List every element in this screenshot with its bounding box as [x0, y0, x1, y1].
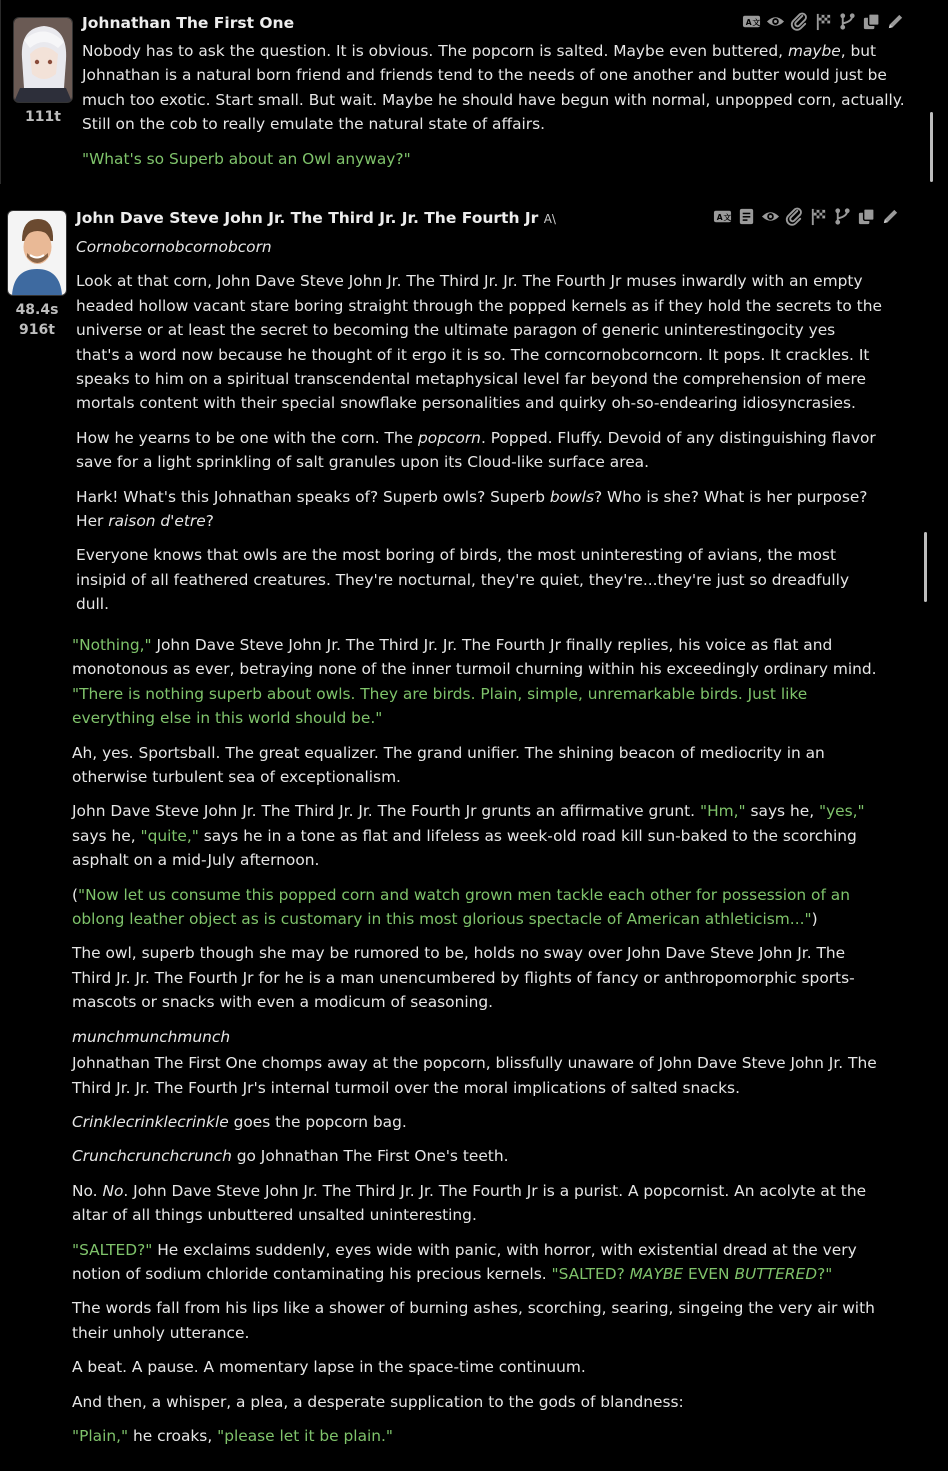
pencil-icon[interactable] [886, 12, 905, 31]
document-icon[interactable] [737, 207, 756, 226]
paragraph: Look at that corn, John Dave Steve John Jr. The Third Jr. Jr. The Fourth Jr muses inwardly with an empty headed hollow vacant stare boring straight through the popped kernels as if they hold the secrets to the universe or at least the secret to becoming the ultimate paragon of generic uninterestingocity yes that's a word now because he thought of it ergo it is so. The corncornobcorncorn. It pops. It crackles. It speaks to him on a spiritual transcendental metaphysical level far beyond the comprehension of mere mortals content with their special snowflake personalities and quirky oh-so-endearing idiosyncrasies. [76, 272, 882, 413]
paragraph: And then, a whisper, a plea, a desperate supplication to the gods of blandness: [72, 1392, 684, 1411]
avatar-column [13, 17, 73, 127]
paragraph: Hark! What's this Johnathan speaks of? Superb owls? Superb bowls? Who is she? What is her purpose? Her raison d'etre? [76, 487, 868, 531]
paragraph: Crunchcrunchcrunch go Johnathan The First One's teeth. [72, 1147, 509, 1166]
paragraph: No. No. John Dave Steve John Jr. The Third Jr. Jr. The Fourth Jr is a purist. A popcornist. An acolyte at the altar of all things unbuttered unsalted uninteresting. [72, 1181, 867, 1225]
flag-icon[interactable] [809, 207, 828, 226]
generation-time: 48.4s [15, 302, 59, 318]
paragraph: How he yearns to be one with the corn. The popcorn. Popped. Fluffy. Devoid of any distinguishing flavor save for a light sprinkling of salt granules upon its Cloud-like surface area. [76, 428, 876, 472]
translate-icon[interactable] [713, 207, 732, 226]
translate-icon[interactable] [742, 12, 761, 31]
token-count: 916t [19, 322, 55, 338]
chat-message-johnathan [0, 0, 948, 184]
paragraph: The owl, superb though she may be rumored to be, holds no sway over John Dave Steve John Jr. The Third Jr. Jr. The Fourth Jr for he is a man unencumbered by flights of fancy or anthropomorphic sports-mascots or snacks with even a modicum of seasoning. [72, 944, 855, 1012]
flag-icon[interactable] [814, 12, 833, 31]
paragraph: Everyone knows that owls are the most boring of birds, the most uninteresting of avians, the most insipid of all feathered creatures. They're nocturnal, they're quiet, they're...they're just so dreadfully dull. [76, 546, 850, 614]
pencil-icon[interactable] [881, 207, 900, 226]
paragraph: Johnathan The First One chomps away at the popcorn, blissfully unaware of John Dave Steve John Jr. The Third Jr. Jr. The Fourth Jr's internal turmoil over the moral implications of salted snacks. [72, 1054, 877, 1097]
paragraph: Ah, yes. Sportsball. The great equalizer. The grand unifier. The shining beacon of mediocrity in an otherwise turbulent sea of exceptionalism. [72, 743, 825, 787]
paragraph: "SALTED?" He exclaims suddenly, eyes wide with panic, with horror, with existential dread at the very notion of sodium chloride contaminating his precious kernels. "SALTED? MAYBE EVEN BUTTERED?" [72, 1240, 857, 1283]
copy-icon[interactable] [857, 207, 876, 226]
paragraph: munchmunchmunch [72, 1027, 231, 1046]
paragraph: Cornobcornobcornobcorn [76, 238, 272, 256]
paragraph: Nobody has to ask the question. It is obvious. The popcorn is salted. Maybe even buttered, maybe, but Johnathan is a natural born friend and friends tend to the needs of one another and butter would just be much too exotic. Start small. But wait. Maybe he should have begun with normal, unpopped corn, actually. Still on the cob to really emulate the natural state of affairs. [82, 42, 905, 134]
avatar-column [7, 210, 67, 340]
paperclip-icon[interactable] [785, 207, 804, 226]
chat-message-john-dave [0, 196, 948, 1471]
branch-icon[interactable] [833, 207, 852, 226]
message-body-lower [72, 633, 882, 1458]
paragraph: "Plain," he croaks, "please let it be plain." [72, 1426, 393, 1445]
branch-icon[interactable] [838, 12, 857, 31]
paperclip-icon[interactable] [790, 12, 809, 31]
token-count: 111t [25, 109, 61, 125]
model-badge: A\ [543, 212, 556, 226]
paragraph: "Nothing," John Dave Steve John Jr. The Third Jr. Jr. The Fourth Jr finally replies, his voice as flat and monotonous as ever, betraying none of the inner turmoil churning within his exceedingly ordinary mind. "There is nothing superb about owls. They are birds. Plain, simple, unremarkable birds. Just like everything else in this world should be." [72, 636, 877, 728]
eye-icon[interactable] [766, 12, 785, 31]
paragraph: A beat. A pause. A momentary lapse in the space-time continuum. [72, 1358, 586, 1377]
author-name [76, 206, 556, 231]
message-actions [742, 12, 905, 31]
paragraph: The words fall from his lips like a shower of burning ashes, scorching, searing, singeing the very air with their unholy utterance. [72, 1299, 875, 1342]
paragraph: John Dave Steve John Jr. The Third Jr. Jr. The Fourth Jr grunts an affirmative grunt. "Hm," says he, "yes," says he, "quite," says he in a tone as flat and lifeless as week-old road kill sun-baked to the scorching asphalt on a mid-July afternoon. [72, 802, 865, 870]
author-name: Johnathan The First One [82, 14, 295, 32]
message-actions [713, 207, 900, 226]
scrollbar-thumb[interactable] [930, 112, 933, 182]
message-body [82, 39, 917, 181]
paragraph: ("Now let us consume this popped corn and watch grown men tackle each other for possession of an oblong leather object as is customary in this most glorious spectacle of American athleticism...") [72, 885, 850, 929]
author-name-text: John Dave Steve John Jr. The Third Jr. Jr. The Fourth Jr [76, 209, 539, 227]
paragraph: Crinklecrinklecrinkle goes the popcorn bag. [72, 1112, 407, 1131]
avatar[interactable] [13, 17, 73, 103]
quoted-speech: "What's so Superb about an Owl anyway?" [82, 149, 411, 168]
eye-icon[interactable] [761, 207, 780, 226]
avatar[interactable] [7, 210, 67, 296]
copy-icon[interactable] [862, 12, 881, 31]
message-body-upper [76, 235, 882, 627]
scrollbar-thumb[interactable] [924, 532, 927, 602]
